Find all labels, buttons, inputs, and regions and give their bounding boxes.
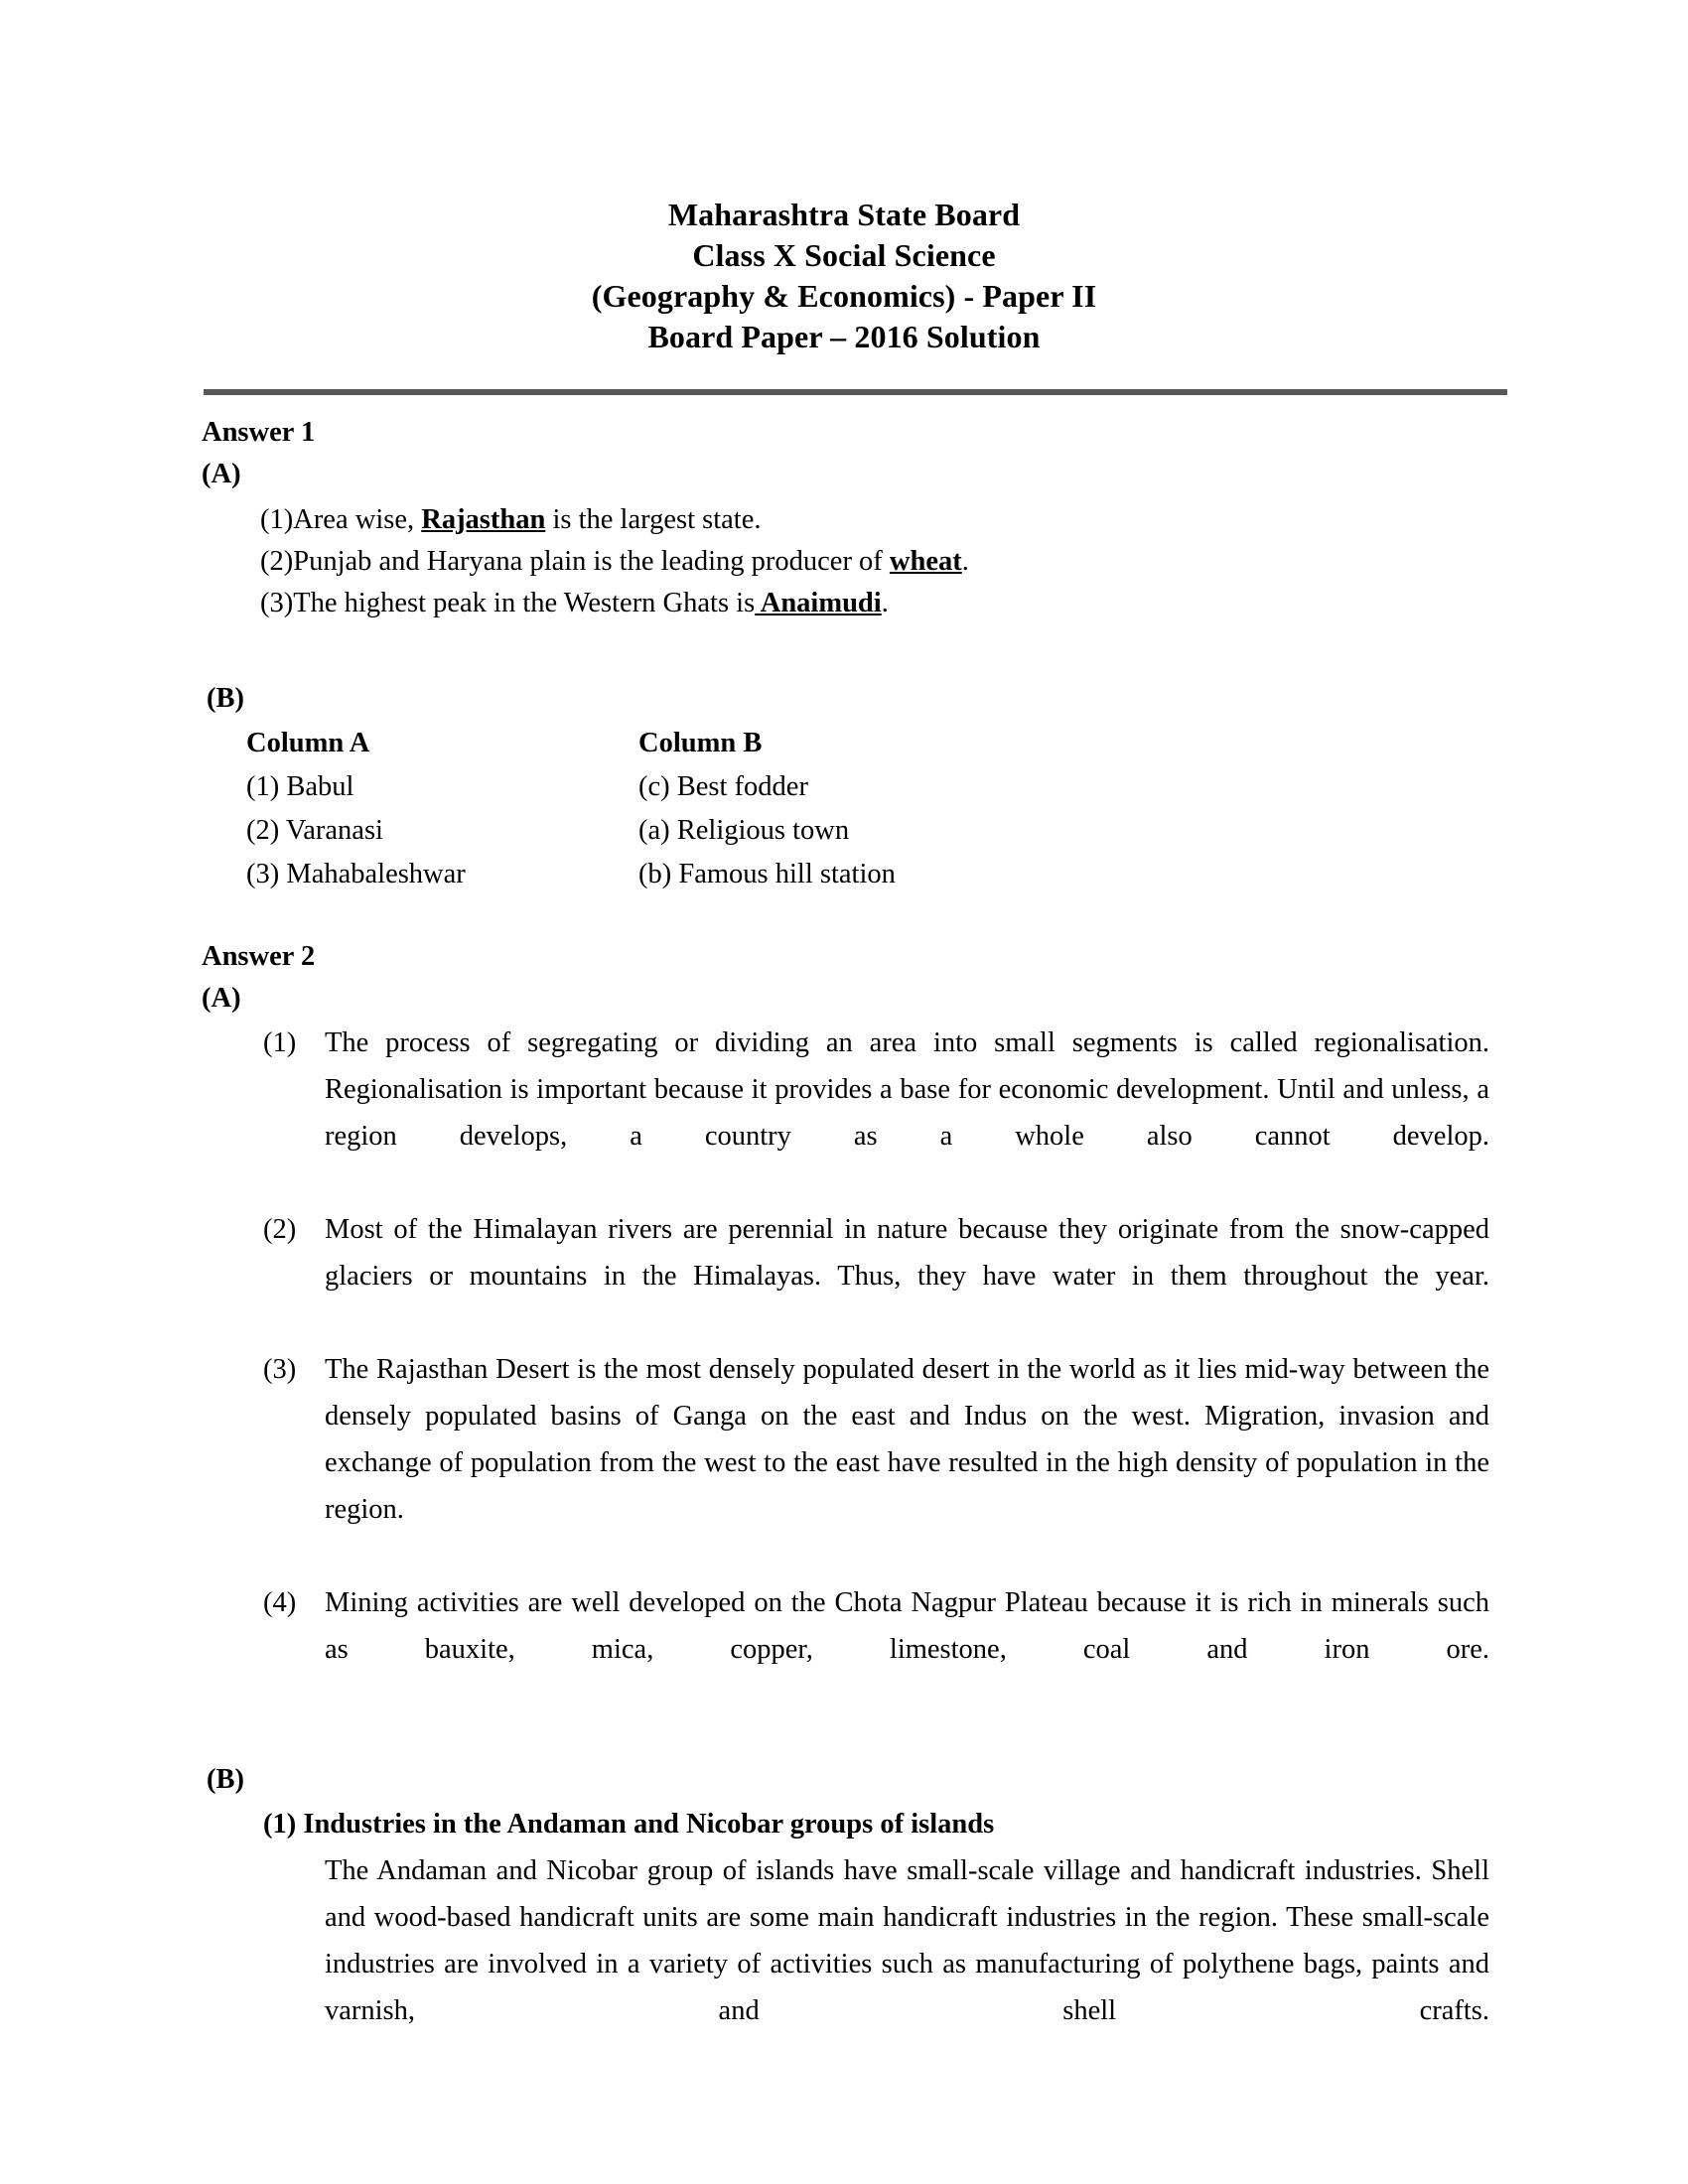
list-text-post: is the largest state.	[545, 504, 762, 535]
list-marker: (2)	[263, 1214, 297, 1245]
list-item	[202, 541, 1489, 583]
list-item	[202, 1579, 1489, 1719]
list-item	[202, 583, 1489, 624]
list-text: Most of the Himalayan rivers are perennial in nature because they originate from the snow-capped glaciers or mountains in the Himalayas. Thus, they have water in them throughout the year.	[325, 1214, 1489, 1292]
answer-emphasis: Rajasthan	[421, 504, 546, 535]
list-text-post: .	[881, 588, 889, 618]
answer-1-part-a-label: (A)	[202, 459, 241, 489]
table-row: (b) Famous hill station	[638, 859, 896, 889]
match-columns-table	[202, 722, 1489, 896]
spacer	[202, 624, 1489, 678]
answer-1-heading: Answer 1	[202, 417, 316, 448]
table-row: (a) Religious town	[638, 815, 850, 846]
column-a	[246, 722, 638, 896]
answer-2-part-b-item-title	[263, 1801, 1489, 1847]
list-text-post: .	[961, 546, 969, 577]
list-item	[202, 1020, 1489, 1206]
answer-2-part-b-list	[202, 1801, 1489, 2081]
document-content	[0, 395, 1688, 2081]
table-row: (2) Varanasi	[246, 815, 383, 846]
spacer	[202, 896, 1489, 936]
list-text: Mining activities are well developed on the Chota Nagpur Plateau because it is rich in minerals such as bauxite, mica, copper, limestone, coal and iron ore.	[325, 1587, 1489, 1665]
document-title-block	[0, 0, 1688, 357]
list-marker: (4)	[263, 1587, 297, 1618]
table-row: (1) Babul	[246, 771, 354, 802]
list-marker: (2)	[260, 546, 294, 577]
list-text: The process of segregating or dividing an area into small segments is called regionalisation. Regionalisation is important because it provides a base for economic development. Until and unless, a region develops, a country as a whole also cannot develop.	[325, 1027, 1489, 1152]
answer-2-part-a-label: (A)	[202, 983, 241, 1014]
list-marker: (3)	[263, 1354, 297, 1385]
answer-2-part-b-item-body: The Andaman and Nicobar group of islands have small-scale village and handicraft industries. Shell and wood-based handicraft units are some main handicraft industries in the region. These small-scale industries are involved in a variety of activities such as manufacturing of polythene bags, paints and varnish, and shell crafts.	[325, 1855, 1489, 2026]
list-text-pre: The highest peak in the Western Ghats is	[293, 588, 756, 618]
title-line-3: (Geography & Economics) - Paper II	[591, 278, 1097, 314]
list-marker: (1)	[263, 1809, 304, 1840]
answer-emphasis: Anaimudi	[755, 588, 882, 618]
spacer	[202, 1719, 1489, 1759]
list-text-pre: Area wise,	[293, 504, 422, 535]
answer-2-part-b-label: (B)	[207, 1764, 244, 1795]
answer-2-heading: Answer 2	[202, 941, 316, 972]
answer-2-part-b-item-title-text: Industries in the Andaman and Nicobar groups of islands	[303, 1809, 995, 1840]
title-line-2: Class X Social Science	[692, 237, 996, 273]
column-a-header: Column A	[246, 728, 370, 758]
title-line-1: Maharashtra State Board	[667, 197, 1021, 232]
list-text: The Rajasthan Desert is the most densely populated desert in the world as it lies mid-way between the densely populated basins of Ganga on the east and Indus on the west. Migration, invasion and exchange of population from the west to the east have resulted in the high density of population in the region.	[325, 1354, 1489, 1525]
list-marker: (1)	[260, 504, 294, 535]
list-item	[202, 1346, 1489, 1579]
table-row: (3) Mahabaleshwar	[246, 859, 466, 889]
table-row: (c) Best fodder	[638, 771, 808, 802]
list-marker: (3)	[260, 588, 294, 618]
answer-1-part-a-list	[202, 499, 1489, 624]
list-text-pre: Punjab and Haryana plain is the leading producer of	[293, 546, 890, 577]
answer-emphasis: wheat	[889, 546, 962, 577]
column-b	[638, 722, 1031, 896]
title-line-4: Board Paper – 2016 Solution	[647, 319, 1041, 354]
list-marker: (1)	[263, 1027, 297, 1058]
answer-2-part-a-list	[202, 1020, 1489, 1719]
column-b-header: Column B	[638, 728, 763, 758]
list-item	[202, 1206, 1489, 1346]
answer-1-part-b-label: (B)	[207, 683, 244, 714]
list-item	[202, 499, 1489, 541]
